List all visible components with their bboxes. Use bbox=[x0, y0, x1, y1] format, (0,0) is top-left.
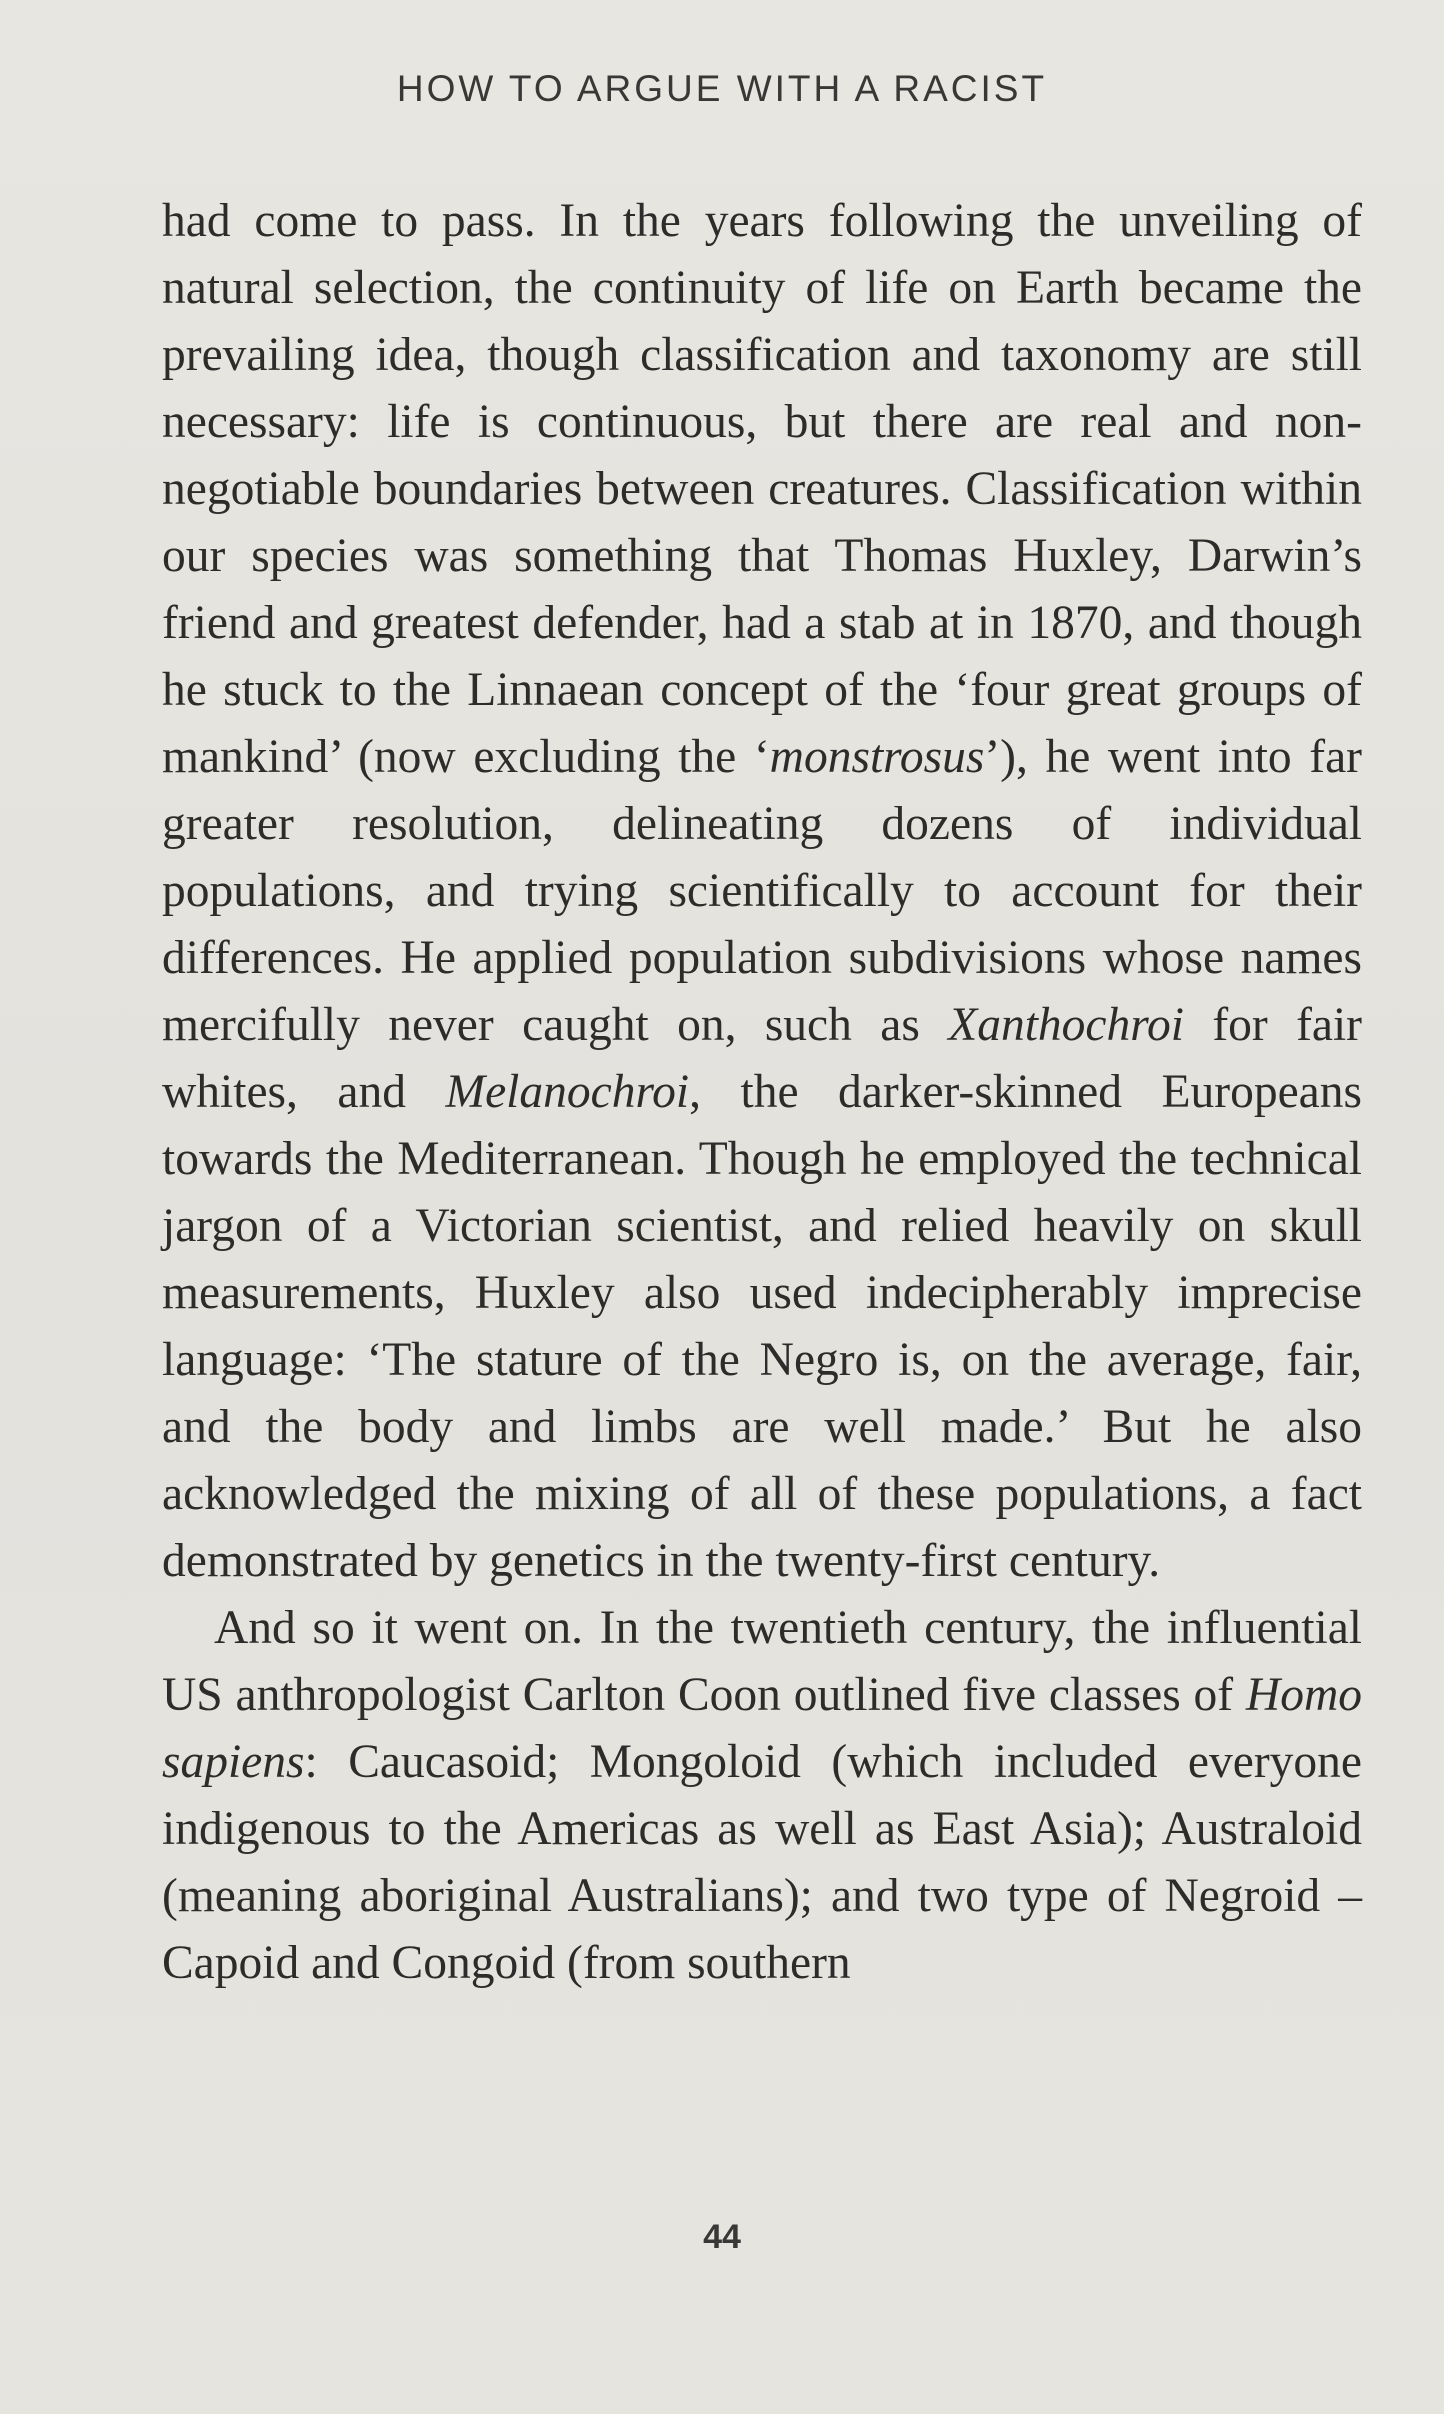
italic-term: Homo sapiens bbox=[162, 1669, 1362, 1788]
italic-term: Xanthochroi bbox=[948, 999, 1184, 1051]
text-run: , the darker-skinned Europeans towards the Mediterranean. Though he employed the technical jargon of a Victorian scientist, and relied heavily on skull measurements, Huxley also used indecipherably imprecise language: ‘The stature of the Negro is, on the average, fair, and the body and limbs are well made.’ But he also acknowledged the mixing of all of these populations, a fact demonstrated by genetics in the twenty-first century. bbox=[162, 1066, 1362, 1587]
text-run: And so it went on. In the twentieth century, the influential US anthropologist Carlton Coon outlined five classes of bbox=[162, 1602, 1362, 1721]
italic-term: monstrosus bbox=[769, 731, 985, 783]
italic-term: Melanochroi bbox=[445, 1066, 690, 1118]
paragraph bbox=[162, 1595, 1362, 1997]
running-header: HOW TO ARGUE WITH A RACIST bbox=[396, 68, 1048, 109]
text-run: had come to pass. In the years following the unveiling of natural selection, the continuity of life on Earth became the prevailing idea, though classification and taxonomy are still necessary: life is continuous, but there are real and non-negotiable boundaries between creatures. Classification within our species was something that Thomas Huxley, Darwin’s friend and greatest defender, had a stab at in 1870, and though he stuck to the Linnaean concept of the ‘four great groups of mankind’ (now excluding the ‘ bbox=[162, 195, 1362, 783]
text-run: : Caucasoid; Mongoloid (which included everyone indigenous to the Americas as well as East Asia); Australoid (meaning aboriginal Australians); and two type of Negroid – Capoid and Congoid (from southern bbox=[162, 1736, 1362, 1989]
text-run: for fair whites, and bbox=[162, 999, 1362, 1118]
page-number: 44 bbox=[703, 2218, 741, 2256]
body-text bbox=[162, 188, 1362, 1997]
paragraph bbox=[162, 188, 1362, 1595]
text-run: ’), he went into far greater resolution, delineating dozens of individual populations, and trying scientifically to account for their differences. He applied population subdivisions whose names mercifully never caught on, such as bbox=[162, 731, 1362, 1051]
